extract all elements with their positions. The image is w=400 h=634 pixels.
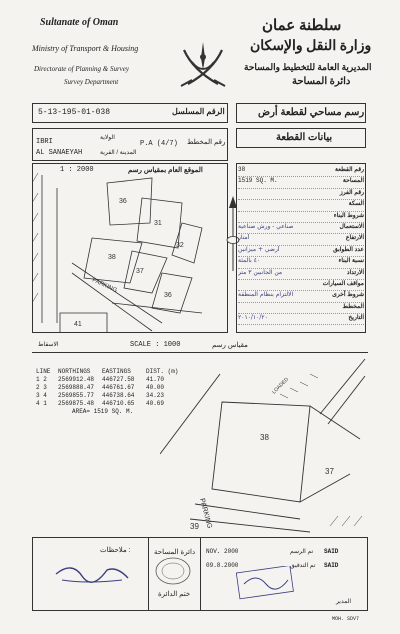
header-en-line4: Survey Department — [64, 78, 119, 86]
plot-field-label: نسبة البناء — [338, 258, 364, 265]
plot-field-label: المخطط — [342, 303, 364, 310]
coords-cell-d: 34.23 — [146, 392, 165, 399]
coords-area: AREA= 1519 SQ. M. — [72, 408, 134, 415]
plot-field-row — [238, 291, 364, 302]
svg-text:38: 38 — [108, 254, 116, 261]
svg-text:36: 36 — [164, 292, 172, 299]
dept-label: دائرة المساحة — [154, 549, 196, 556]
plot-field-value: 1519 SQ. M. — [238, 177, 278, 185]
plot-field-label: التاريخ — [348, 315, 364, 322]
plot-fields-list — [238, 166, 364, 325]
coords-cell-line: 4 1 — [36, 400, 47, 407]
title: رسم مساحي لقطعة أرض — [258, 107, 365, 118]
svg-text:31: 31 — [154, 220, 162, 227]
coords-cell-n: 2569855.77 — [58, 392, 95, 399]
plot-field-label: الاستعمال — [339, 223, 364, 230]
director-label: المدير — [336, 599, 352, 605]
general-map-label: الموقع العام بمقياس رسم — [128, 167, 203, 174]
plot-field-row — [238, 280, 364, 291]
detail-map-drawing — [160, 354, 370, 534]
plot-field-value: صناعي - ورش صناعية — [238, 222, 294, 230]
plot-field-label: رقم القطعة — [335, 167, 364, 173]
header-ar-line3: المديرية العامة للتخطيط والمساحة — [244, 62, 372, 72]
scale-ar: مقياس رسم — [212, 342, 248, 349]
serial-number: 5-13-195-01-038 — [38, 108, 111, 117]
header-en-line2: Ministry of Transport & Housing — [32, 44, 139, 53]
wilaya-en: IBRI — [36, 138, 53, 146]
plot-field-row — [238, 223, 364, 234]
header-ar-line2: وزارة النقل والإسكان — [250, 39, 372, 54]
plot-field-label: رقم الفرز — [339, 189, 364, 196]
plot-field-value: الالتزام بنظام المنطقة — [238, 291, 294, 299]
drafted-label: تم الرسم — [290, 549, 314, 555]
checked-label: تم التدقيق — [290, 563, 316, 569]
emblem-icon — [178, 40, 228, 92]
detail-adjacent-bottom: 39 — [190, 522, 199, 531]
village-en: AL SANAEYAH — [36, 149, 83, 157]
coords-header-northings: NORTHINGS — [58, 368, 91, 375]
plot-field-value: أرضي + ميزانين — [238, 245, 280, 253]
svg-text:37: 37 — [136, 268, 144, 275]
plot-field-label: شروط البناء — [333, 212, 364, 219]
general-map-parking: PARKING — [91, 277, 118, 295]
coords-cell-e: 446738.64 — [102, 392, 135, 399]
plot-field-row — [238, 303, 364, 314]
coords-cell-e: 446710.65 — [102, 400, 135, 407]
plot-field-value: ٢٠١٠/١٠/٢٠ — [238, 314, 268, 322]
svg-text:36: 36 — [119, 198, 127, 205]
plan-label: رقم المخطط — [187, 139, 226, 146]
header-ar-line4: دائرة المساحة — [292, 76, 351, 87]
header-en-line1: Sultanate of Oman — [40, 17, 119, 28]
coords-cell-line: 3 4 — [36, 392, 47, 399]
plot-field-label: عدد الطوابق — [333, 246, 364, 253]
footer-date-1: NOV. 2000 — [206, 548, 239, 555]
plot-field-row — [238, 189, 364, 200]
plot-field-value: 38 — [238, 166, 246, 173]
footer-name-1: SAID — [324, 548, 339, 555]
svg-text:32: 32 — [176, 242, 184, 249]
plot-field-label: شروط أخرى — [332, 292, 364, 299]
plot-field-row — [238, 200, 364, 211]
detail-plot-number: 38 — [260, 433, 269, 442]
plot-field-label: الارتفاع — [345, 235, 364, 242]
plot-field-row — [238, 257, 364, 268]
coords-cell-d: 41.70 — [146, 376, 165, 383]
coords-cell-d: 40.69 — [146, 400, 165, 407]
serial-label: الرقم المسلسل — [172, 107, 225, 116]
remarks-label: ملاحظات : — [100, 547, 131, 554]
coords-cell-d: 40.00 — [146, 384, 165, 391]
detail-adjacent-right: 37 — [325, 467, 334, 476]
footer-name-2: SAID — [324, 562, 339, 569]
wilaya-ar: الولاية — [100, 135, 115, 141]
coords-cell-n: 2569888.47 — [58, 384, 95, 391]
department-stamp-icon — [154, 556, 192, 586]
header-ar-line1: سلطنة عمان — [262, 18, 342, 34]
detail-map-parking: PARKING — [198, 497, 213, 530]
footer-divider-1 — [148, 537, 149, 611]
plot-field-label: الارتداد — [346, 269, 364, 276]
plot-field-label: مواقف السيارات — [322, 280, 364, 287]
coords-cell-n: 2569875.48 — [58, 400, 95, 407]
detail-map-road: LOADED — [271, 376, 290, 396]
official-stamp-icon — [236, 566, 296, 600]
plot-field-label: المساحة — [342, 178, 364, 185]
scale-row-line — [32, 352, 368, 353]
plan-ref: P.A (4/7) — [140, 140, 178, 148]
footer-divider-2 — [200, 537, 201, 611]
header-en-line3: Directorate of Planning & Survey — [34, 65, 129, 73]
plot-field-row — [238, 246, 364, 257]
plot-field-row — [238, 234, 364, 245]
coords-header-line: LINE — [36, 368, 51, 375]
coords-cell-e: 446761.67 — [102, 384, 135, 391]
plot-field-value: من الجانبين ٣ متر — [238, 268, 283, 276]
general-map-drawing — [32, 163, 228, 333]
plot-field-row — [238, 269, 364, 280]
plot-field-row — [238, 212, 364, 223]
plot-field-row — [238, 166, 364, 177]
scale-en: SCALE : 1000 — [130, 341, 181, 349]
plot-info-title: بيانات القطعة — [276, 132, 333, 143]
plot-field-value: أمتار — [238, 234, 250, 242]
svg-text:41: 41 — [74, 321, 82, 328]
plot-field-row — [238, 314, 364, 325]
signature-icon — [52, 556, 132, 586]
village-ar: المدينة / القرية — [100, 150, 137, 156]
plot-field-value: ٤٠ بالمئة — [238, 257, 261, 265]
coords-cell-n: 2569912.48 — [58, 376, 95, 383]
coords-cell-line: 1 2 — [36, 376, 47, 383]
coords-cell-line: 2 3 — [36, 384, 47, 391]
plot-field-label: السكة — [348, 201, 364, 208]
form-number: MOH. SDV7 — [332, 616, 360, 622]
seal-label: ختم الدائرة — [158, 591, 191, 598]
notes-label: الاسقاط — [38, 342, 59, 348]
general-map-scale: 1 : 2000 — [60, 166, 94, 174]
plot-field-row — [238, 177, 364, 188]
footer-date-2: 09.8.2000 — [206, 562, 239, 569]
coords-cell-e: 446727.58 — [102, 376, 135, 383]
coords-header-eastings: EASTINGS — [102, 368, 131, 375]
coords-header-dist: DIST. (m) — [146, 368, 179, 375]
